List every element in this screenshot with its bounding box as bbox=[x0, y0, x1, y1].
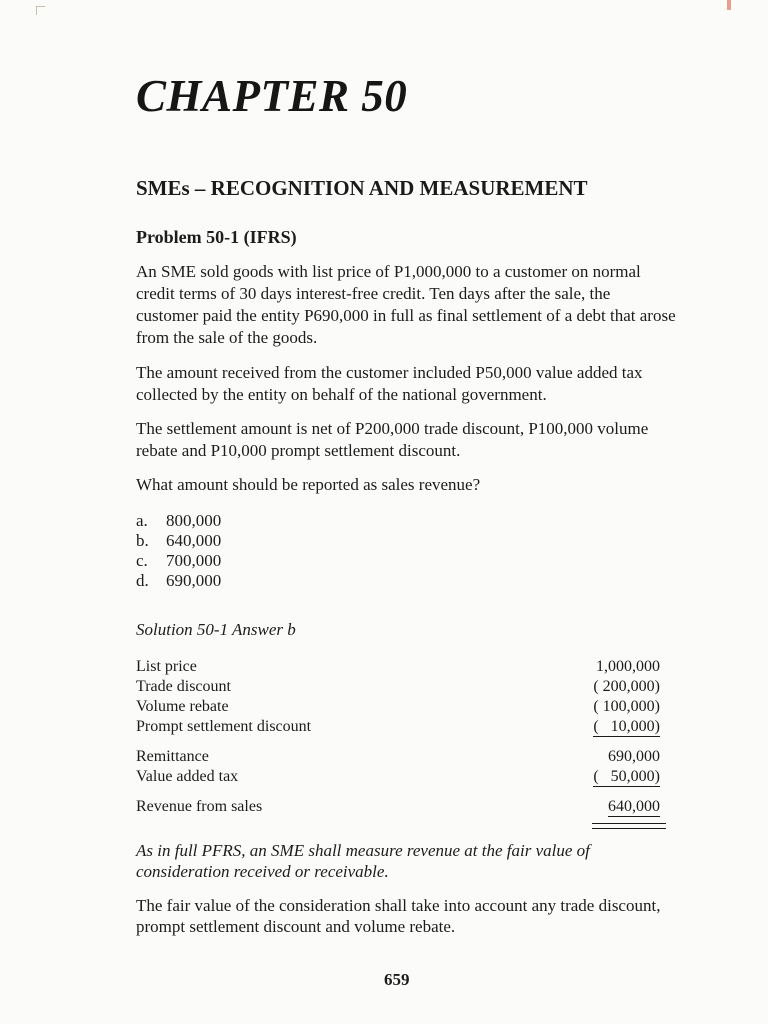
option-item bbox=[136, 571, 221, 591]
option-item bbox=[136, 551, 221, 571]
row-amount: 640,000 bbox=[608, 798, 660, 815]
problem-paragraph: An SME sold goods with list price of P1,000,000 to a customer on normal credit terms of 30 days interest-free credit. Ten days after the sale, the customer paid the entity P690,000 in full as final settlement of a debt that arose from the sale of the goods. bbox=[136, 262, 676, 347]
option-value: 640,000 bbox=[166, 531, 222, 550]
option-letter: a. bbox=[136, 511, 148, 530]
row-label: Revenue from sales bbox=[136, 798, 263, 815]
row-label: Prompt settlement discount bbox=[136, 718, 312, 735]
table-row bbox=[136, 657, 666, 677]
option-letter: d. bbox=[136, 571, 149, 590]
problem-paragraph: The amount received from the customer included P50,000 value added tax collected by the entity on behalf of the national government. bbox=[136, 363, 643, 404]
problem-question: What amount should be reported as sales revenue? bbox=[136, 475, 481, 494]
solution-table bbox=[136, 657, 666, 817]
option-letter: c. bbox=[136, 551, 148, 570]
option-item bbox=[136, 511, 221, 531]
option-item bbox=[136, 531, 221, 551]
table-row bbox=[136, 697, 666, 717]
double-underline bbox=[592, 823, 666, 829]
row-amount: ( 50,000) bbox=[593, 768, 660, 785]
solution-title: Solution 50-1 Answer b bbox=[136, 620, 296, 639]
page-number: 659 bbox=[384, 970, 410, 989]
problem-title: Problem 50-1 (IFRS) bbox=[136, 227, 297, 247]
row-amount: ( 10,000) bbox=[593, 718, 660, 735]
row-amount: ( 200,000) bbox=[593, 678, 660, 695]
row-amount: 1,000,000 bbox=[596, 658, 660, 675]
option-value: 700,000 bbox=[166, 551, 222, 570]
answer-options bbox=[136, 511, 221, 591]
row-label: Value added tax bbox=[136, 768, 239, 785]
row-label: Remittance bbox=[136, 748, 209, 765]
scan-edge-mark bbox=[727, 0, 731, 10]
option-value: 690,000 bbox=[166, 571, 222, 590]
row-label: Trade discount bbox=[136, 678, 231, 695]
row-label: List price bbox=[136, 658, 197, 675]
table-row bbox=[136, 747, 666, 767]
row-amount: ( 100,000) bbox=[593, 698, 660, 715]
row-label: Volume rebate bbox=[136, 698, 229, 715]
problem-paragraph: The settlement amount is net of P200,000 trade discount, P100,000 volume rebate and P10,000 prompt settlement discount. bbox=[136, 419, 649, 460]
note-paragraph: As in full PFRS, an SME shall measure revenue at the fair value of consideration received or receivable. bbox=[136, 841, 590, 881]
section-title: SMEs – RECOGNITION AND MEASUREMENT bbox=[136, 176, 588, 200]
chapter-title: CHAPTER 50 bbox=[136, 71, 408, 121]
table-row-total bbox=[136, 797, 666, 817]
table-row bbox=[136, 767, 666, 787]
note-paragraph: The fair value of the consideration shall take into account any trade discount, prompt settlement discount and volume rebate. bbox=[136, 896, 661, 936]
scan-corner-mark bbox=[36, 6, 45, 15]
option-value: 800,000 bbox=[166, 511, 222, 530]
row-amount: 690,000 bbox=[608, 748, 660, 765]
option-letter: b. bbox=[136, 531, 149, 550]
table-row bbox=[136, 717, 666, 737]
table-row bbox=[136, 677, 666, 697]
